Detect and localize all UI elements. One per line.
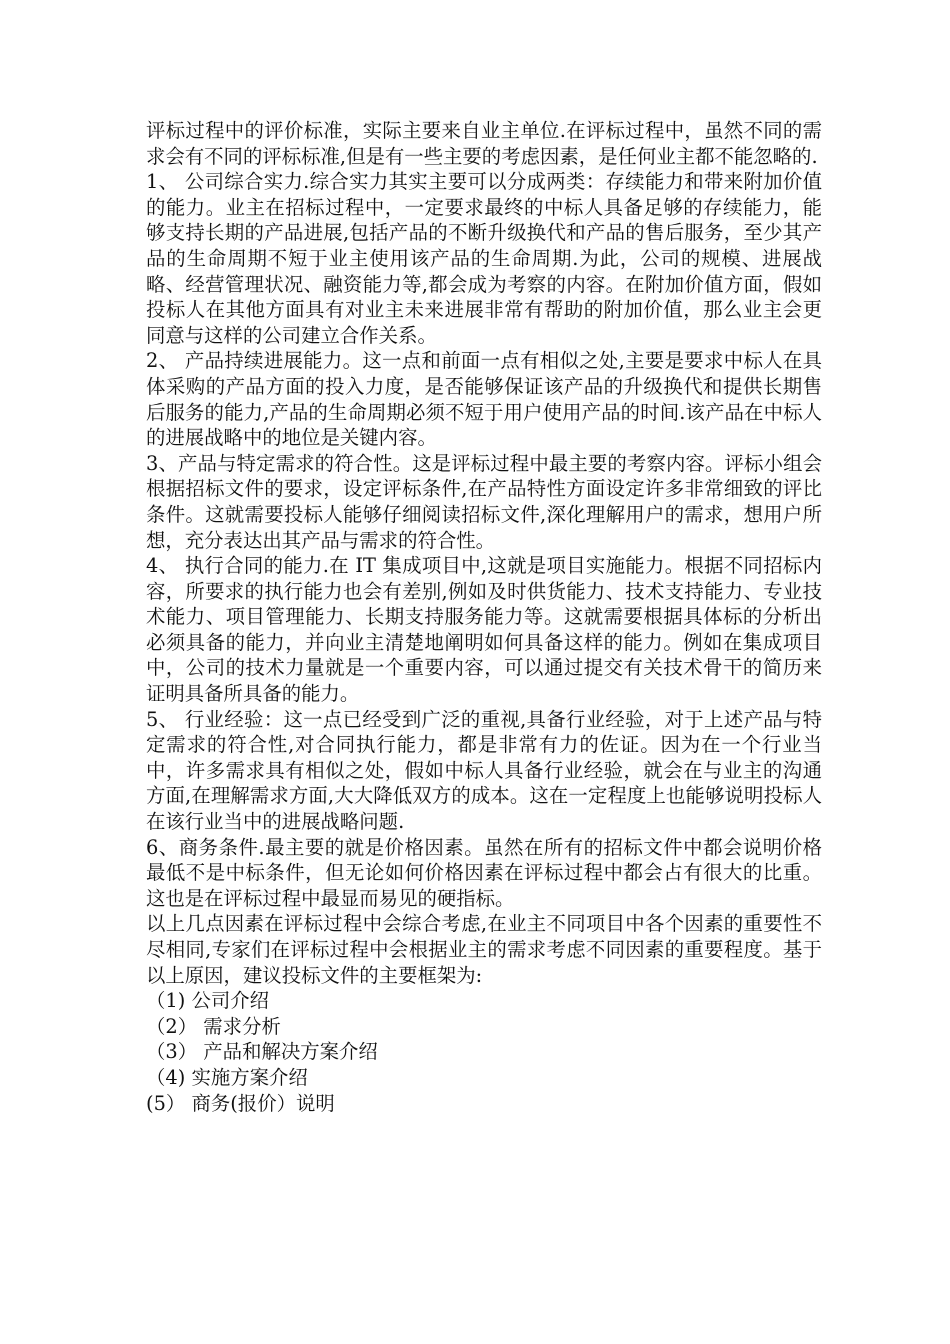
outline-item-3: （3） 产品和解决方案介绍 [146, 1040, 378, 1064]
factor-paragraph-1: 1、 公司综合实力.综合实力其实主要可以分成两类：存续能力和带来附加价值的能力。业主在招标过程中，一定要求最终的中标人具备足够的存续能力，能够支持长期的产品进展,包括产品的不断升级换代和产品的售后服务，至少其产品的生命周期不短于业主使用该产品的生命周期.为此，公司的规模、进展战略、经营管理状况、融资能力等,都会成为考察的内容。在附加价值方面，假如投标人在其他方面具有对业主未来进展非常有帮助的附加价值，那么业主会更同意与这样的公司建立合作关系。 [146, 170, 822, 347]
outline-list [146, 988, 822, 1116]
factor-paragraph-6: 6、商务条件.最主要的就是价格因素。虽然在所有的招标文件中都会说明价格最低不是中标条件，但无论如何价格因素在评标过程中都会占有很大的比重。这也是在评标过程中最显而易见的硬指标。 [146, 835, 822, 910]
outline-item-4: （4) 实施方案介绍 [146, 1065, 308, 1089]
factor-paragraph-5: 5、 行业经验：这一点已经受到广泛的重视,具备行业经验，对于上述产品与特定需求的符合性,对合同执行能力，都是非常有力的佐证。因为在一个行业当中，许多需求具有相似之处，假如中标人具备行业经验，就会在与业主的沟通方面,在理解需求方面,大大降低双方的成本。这在一定程度上也能够说明投标人在该行业当中的进展战略问题. [146, 707, 822, 834]
factor-paragraph-3: 3、产品与特定需求的符合性。这是评标过程中最主要的考察内容。评标小组会根据招标文件的要求，设定评标条件,在产品特性方面设定许多非常细致的评比条件。这就需要投标人能够仔细阅读招标文件,深化理解用户的需求，想用户所想，充分表达出其产品与需求的符合性。 [146, 451, 822, 552]
outline-item-1: （1) 公司介绍 [146, 989, 270, 1013]
outline-item-2: （2） 需求分析 [146, 1014, 281, 1038]
document-page [146, 118, 822, 1116]
outline-item-5: (5） 商务(报价）说明 [146, 1091, 335, 1115]
intro-paragraph: 评标过程中的评价标准，实际主要来自业主单位.在评标过程中，虽然不同的需求会有不同的评标标准,但是有一些主要的考虑因素，是任何业主都不能忽略的. [146, 119, 822, 168]
conclusion-paragraph: 以上几点因素在评标过程中会综合考虑,在业主不同项目中各个因素的重要性不尽相同,专家们在评标过程中会根据业主的需求考虑不同因素的重要程度。基于以上原因，建议投标文件的主要框架为: [146, 912, 822, 987]
factor-paragraph-2: 2、 产品持续进展能力。这一点和前面一点有相似之处,主要是要求中标人在具体采购的产品方面的投入力度，是否能够保证该产品的升级换代和提供长期售后服务的能力,产品的生命周期必须不短于用户使用产品的时间.该产品在中标人的进展战略中的地位是关键内容。 [146, 349, 822, 450]
factor-paragraph-4: 4、 执行合同的能力.在 IT 集成项目中,这就是项目实施能力。根据不同招标内容，所要求的执行能力也会有差别,例如及时供货能力、技术支持能力、专业技术能力、项目管理能力、长期支持服务能力等。这就需要根据具体标的分析出必须具备的能力，并向业主清楚地阐明如何具备这样的能力。例如在集成项目中，公司的技术力量就是一个重要内容，可以通过提交有关技术骨干的简历来证明具备所具备的能力。 [146, 554, 822, 706]
